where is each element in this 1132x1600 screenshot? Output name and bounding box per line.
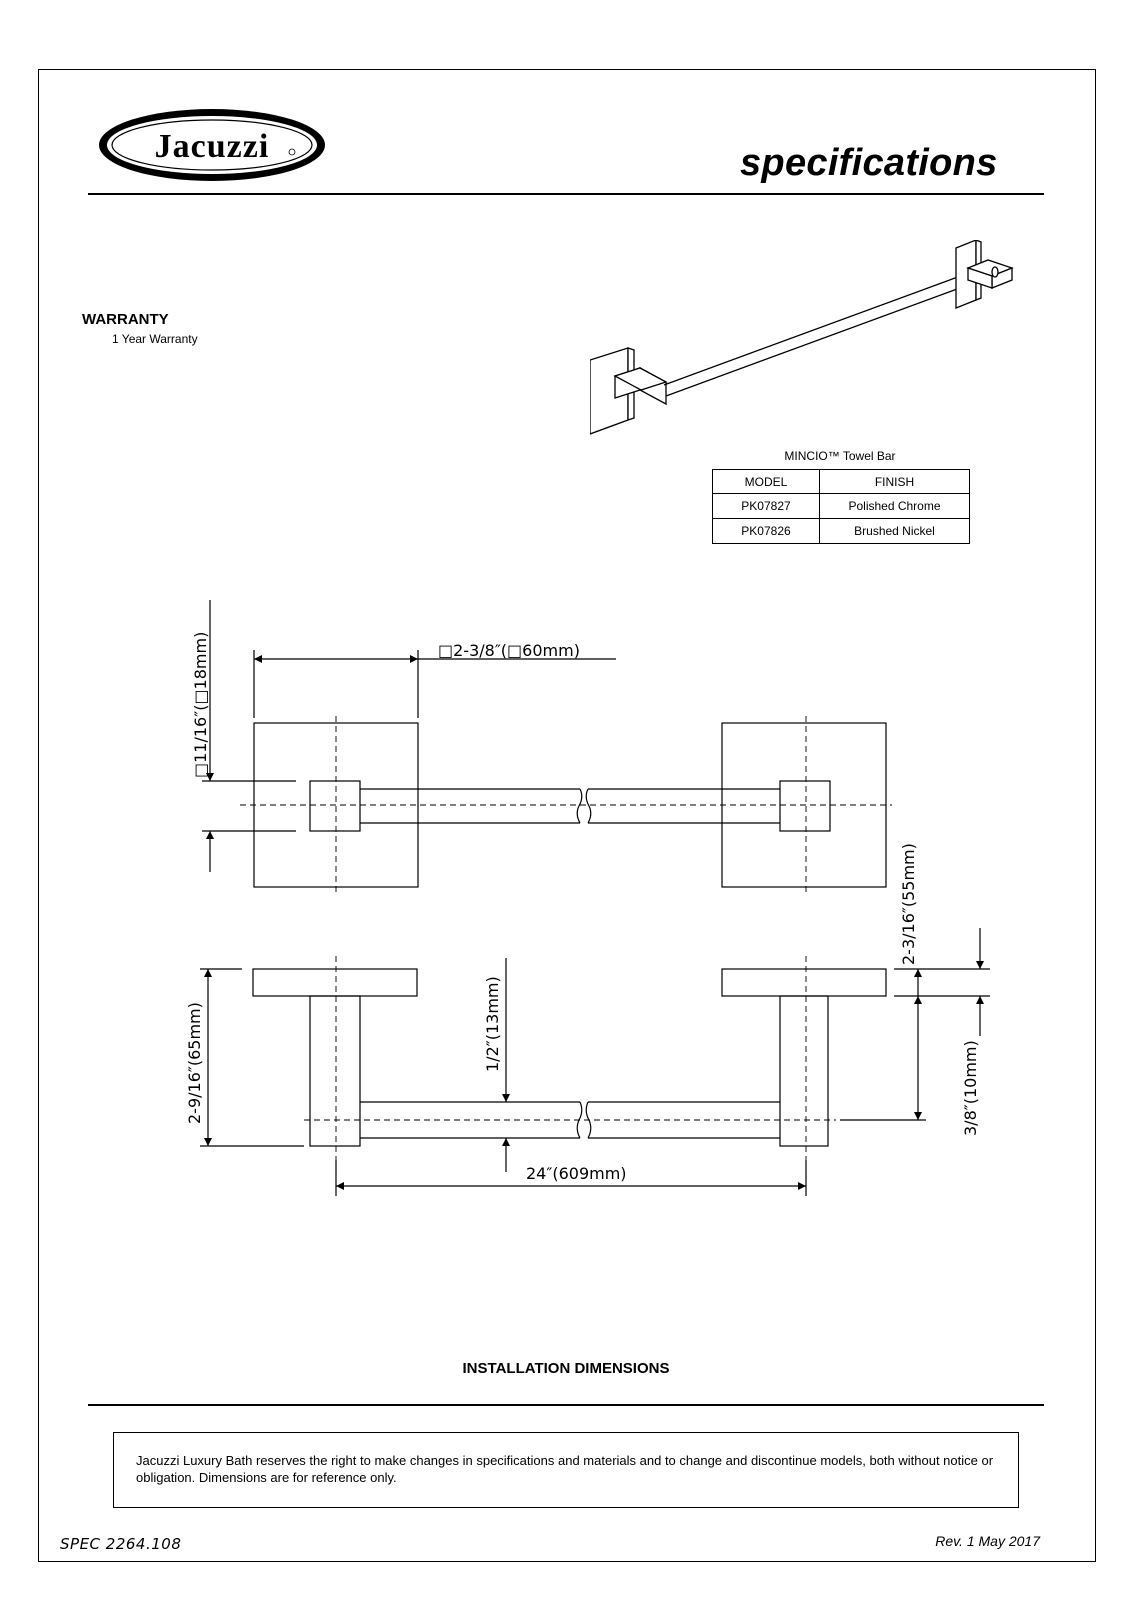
disclaimer-box xyxy=(113,1432,1019,1508)
brand-name: Jacuzzi xyxy=(154,128,270,165)
towel-bar-illustration xyxy=(590,240,1050,440)
disclaimer-text: Jacuzzi Luxury Bath reserves the right to make changes in specifications and materials and to change and discontinue models, both without notice or obligation. Dimensions are for reference only. xyxy=(136,1453,994,1485)
total-projection-label: 2-9/16″(65mm) xyxy=(185,1002,204,1124)
model-cell: PK07826 xyxy=(713,519,820,544)
flange-thickness-label: 3/8″(10mm) xyxy=(961,1040,980,1136)
revision-date: Rev. 1 May 2017 xyxy=(935,1533,1040,1549)
warranty-heading: WARRANTY xyxy=(82,311,169,328)
table-row xyxy=(713,519,970,544)
installation-dimensions-heading: INSTALLATION DIMENSIONS xyxy=(462,1360,670,1377)
warranty-text: 1 Year Warranty xyxy=(112,332,198,346)
bar-length-label: 24″(609mm) xyxy=(526,1164,627,1183)
spec-number: SPEC 2264.108 xyxy=(60,1535,182,1553)
finish-table xyxy=(712,469,970,544)
bar-size-label: □11/16″(□18mm) xyxy=(191,631,210,778)
bar-thickness-label: 1/2″(13mm) xyxy=(483,976,502,1072)
model-cell: PK07827 xyxy=(713,494,820,519)
header-divider xyxy=(88,193,1044,195)
finish-cell: Polished Chrome xyxy=(820,494,970,519)
footer-divider xyxy=(88,1404,1044,1406)
installation-drawing xyxy=(180,600,1060,1220)
finish-column-header: FINISH xyxy=(820,470,970,494)
table-header-row xyxy=(713,470,970,494)
jacuzzi-logo xyxy=(96,106,328,184)
top-view xyxy=(200,928,990,1196)
product-caption: MINCIO™ Towel Bar xyxy=(784,449,896,463)
projection-to-bar-label: 2-3/16″(55mm) xyxy=(899,843,918,965)
model-column-header: MODEL xyxy=(713,470,820,494)
flange-size-label: □2-3/8″(□60mm) xyxy=(438,641,580,660)
page-title: specifications xyxy=(740,142,998,184)
table-row xyxy=(713,494,970,519)
finish-cell: Brushed Nickel xyxy=(820,519,970,544)
